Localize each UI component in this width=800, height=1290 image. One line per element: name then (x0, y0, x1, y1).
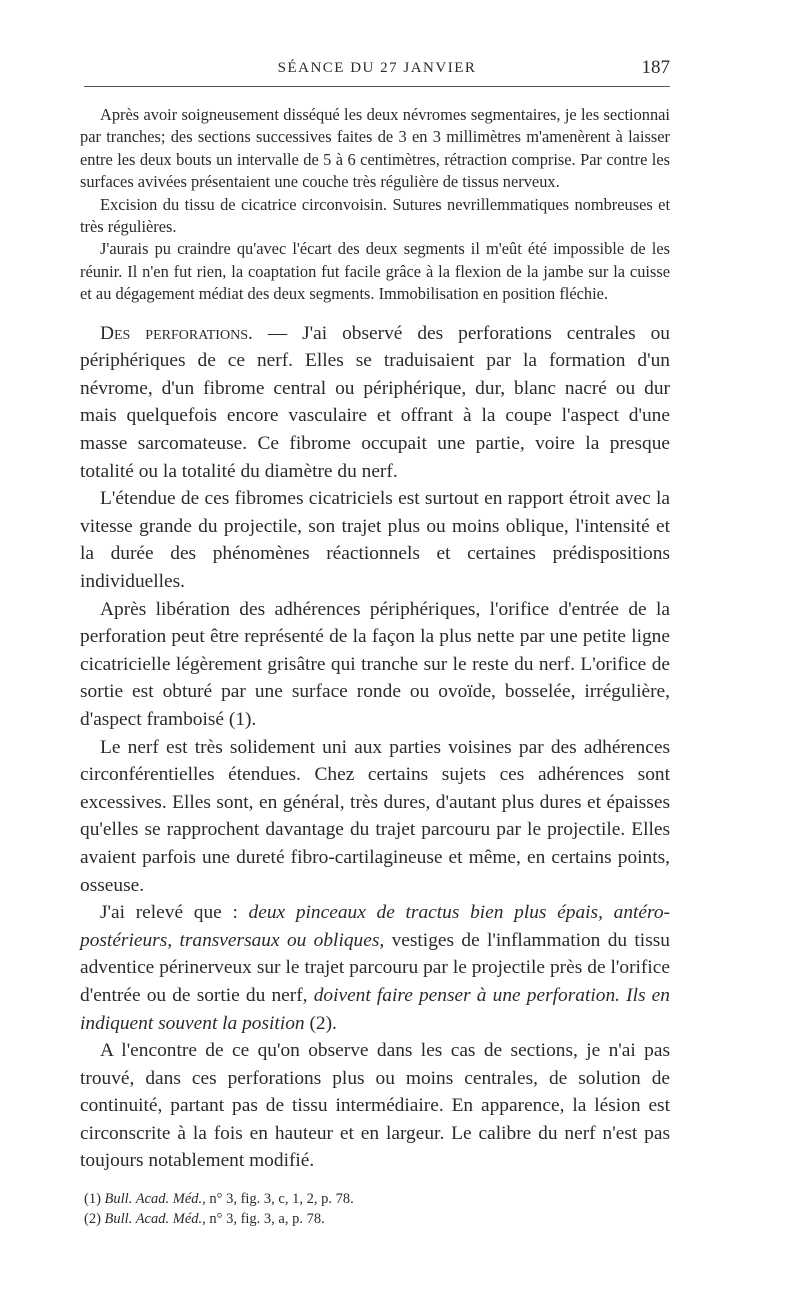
page-body (80, 104, 670, 1229)
perforations-section (80, 320, 670, 1175)
footnote-mark: (1) (84, 1191, 105, 1208)
paragraph-excision: Excision du tissu de cicatrice circonvoisin. Sutures nevrillemmatiques nombreuses et très régulières. (80, 194, 670, 237)
tractus-start: J'ai relevé que : (100, 902, 249, 924)
tractus-end: (2). (304, 1012, 337, 1034)
footnote-mark: (2) (84, 1211, 105, 1228)
footnote-journal: Bull. Acad. Méd. (104, 1211, 203, 1228)
footnotes (80, 1189, 670, 1229)
paragraph-fibromes: L'étendue de ces fibromes cicatriciels est surtout en rapport étroit avec la vitesse grande du projectile, son trajet plus ou moins oblique, l'intensité et la durée des phénomènes réactionnels et certaines prédispositions individuelles. (80, 488, 670, 592)
paragraph-adherences: Le nerf est très solidement uni aux parties voisines par des adhérences circonférentielles étendues. Chez certains sujets ces adhérences sont excessives. Elles sont, en général, très dures, d'autant plus dures et épaisses qu'elles se rapprochent davantage du trajet parcouru par le projectile. Elles avaient parfois une dureté fibro-cartilagineuse et même, en certains points, osseuse. (80, 736, 670, 896)
paragraph-coaptation: J'aurais pu craindre qu'avec l'écart des deux segments il m'eût été impossible de les réunir. Il n'en fut rien, la coaptation fut facile grâce à la flexion de la jambe sur la cuisse et au dégagement médiat des deux segments. Immobilisation en position fléchie. (80, 239, 670, 304)
tractus-middle: vestiges de l'inflammation du tissu adventice périnerveux sur le trajet parcouru par le projectile près de l'orifice d'entrée ou de sortie du nerf, (80, 929, 670, 1006)
footnote-1 (80, 1189, 670, 1209)
tractus-italic-1: deux pinceaux de tractus bien plus épais, antéro-postérieurs, transversaux ou obliques, (80, 902, 670, 951)
paragraph-perforations-intro (80, 320, 670, 486)
running-title: SÉANCE DU 27 JANVIER (277, 60, 477, 76)
tractus-italic-2: doivent faire penser à une perforation. Ils en indiquent souvent la position (80, 984, 670, 1034)
footnote-journal: Bull. Acad. Méd. (104, 1191, 203, 1208)
case-report-block (80, 104, 670, 306)
page-number: 187 (641, 57, 670, 78)
running-head (84, 52, 670, 87)
paragraph-continuite: A l'encontre de ce qu'on observe dans les cas de sections, je n'ai pas trouvé, dans ces perforations plus ou moins centrales, de solution de continuité, partant pas de tissu intermédiaire. En apparence, la lésion est circonscrite à la fois en hauteur et en largeur. Le calibre du nerf n'est pas toujours notablement modifié. (80, 1040, 670, 1172)
footnote-2 (80, 1209, 670, 1229)
section-heading: Des perforations. (100, 322, 253, 344)
heading-dash: — (252, 322, 303, 344)
paragraph-tractus (80, 899, 670, 1037)
footnote-ref: , n° 3, fig. 3, a, p. 78. (202, 1211, 325, 1228)
paragraph-dissection: Après avoir soigneusement disséqué les deux névromes segmentaires, je les sectionnai par tranches; des sections successives faites de 3 en 3 millimètres m'amenèrent à laisser entre les deux bouts un intervalle de 5 à 6 centimètres, rétraction comprise. Par contre les surfaces avivées présentaient une couche très régulière de tissus nerveux. (80, 105, 670, 192)
paragraph-perforations-text: J'ai observé des perforations centrales ou périphériques de ce nerf. Elles se traduisaient par la formation d'un névrome, d'un fibrome central ou périphérique, dur, blanc nacré ou dur mais quelquefois encore vasculaire et offrant à la coupe l'aspect d'une masse sarcomateuse. Ce fibrome occupait une partie, voire la presque totalité ou la totalité du diamètre du nerf. (80, 322, 670, 482)
footnote-ref: , n° 3, fig. 3, c, 1, 2, p. 78. (202, 1191, 354, 1208)
paragraph-orifices: Après libération des adhérences périphériques, l'orifice d'entrée de la perforation peut être représenté de la façon la plus nette par une petite ligne cicatricielle légèrement grisâtre qui tranche sur le reste du nerf. L'orifice de sortie est obturé par une surface ronde ou ovoïde, bosselée, irrégulière, d'aspect framboisé (1). (80, 598, 670, 730)
book-page (80, 52, 670, 1229)
